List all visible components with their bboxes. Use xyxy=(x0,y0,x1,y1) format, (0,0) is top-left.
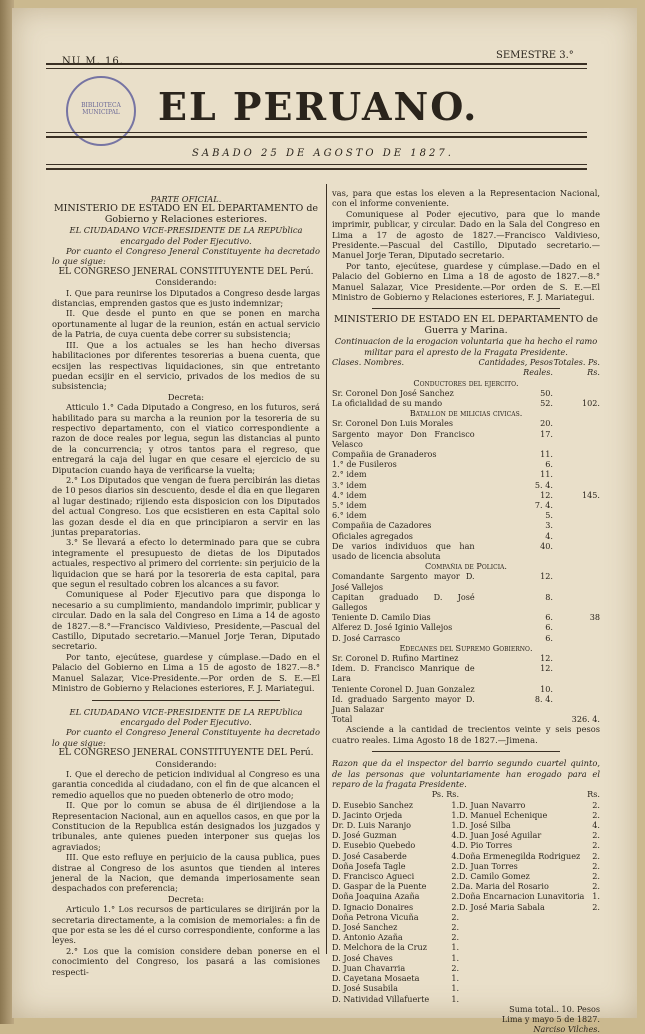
library-stamp: BIBLIOTECA MUNICIPAL xyxy=(66,76,136,146)
table-row xyxy=(332,871,600,881)
row-total xyxy=(553,541,600,561)
row-amount: 50. xyxy=(540,387,553,398)
paragraph: MINISTERIO DE ESTADO EN EL DEPARTAMENTO de Guerra y Marina. xyxy=(333,314,599,336)
paragraph: Por tanto, ejecútese, guardese y cúmplase.—Dado en el Palacio del Gobierno en Lima a 15 de agosto de 1827.—8.° Manuel Salazar, Vice-Presidente.—Por orden de S. E.—El Ministro de Gobierno y Relaciones esteriores, F. J. Mariategui. xyxy=(52,651,320,694)
row-amount: 6. xyxy=(545,622,553,633)
donor-amount: 4. xyxy=(451,850,460,861)
row-total xyxy=(553,429,600,449)
donor-amount: 1. xyxy=(451,942,460,953)
right-column-note xyxy=(332,724,600,789)
row-amount: 6. xyxy=(545,459,553,470)
donor-amount xyxy=(587,973,600,983)
donor-name: D. José Susabila xyxy=(332,983,398,994)
column-divider xyxy=(326,184,327,954)
row-name: Sr. Coronel Don Luis Morales xyxy=(332,418,454,429)
donor-name: D. Juan Navarro xyxy=(459,799,526,810)
table-row xyxy=(332,684,600,694)
row-total xyxy=(553,510,600,520)
donor-amount xyxy=(587,963,600,973)
table-row xyxy=(332,963,600,973)
donor-amount: 1. xyxy=(451,952,460,963)
paragraph: 3.° Se llevará a efecto lo determinado para que se cubra integramente el presupuesto de dietas de los Diputados actuales, respectivo al primero del corriente: sin perjuicio de la liquidacion que se hará por la tesoreria de esta capital, para que segun el resultado cobren los alcances a su favor. xyxy=(52,537,320,590)
donor-name: D. Antonio Azaña xyxy=(332,932,403,943)
row-total xyxy=(553,459,600,469)
table-row xyxy=(332,800,600,810)
row-name: 6.° idem xyxy=(332,510,367,521)
row-total xyxy=(553,571,600,591)
paragraph: Continuacion de la erogacion voluntaria que ha hecho el ramo militar para el apresto de la Fragata Presidente. xyxy=(334,336,598,357)
table-row xyxy=(332,861,600,871)
row-name: 2.° idem xyxy=(332,469,367,480)
row-amount: 8. xyxy=(545,591,553,602)
row-total xyxy=(553,520,600,530)
table-header xyxy=(332,357,600,377)
donor-amount: 1. xyxy=(451,820,460,831)
donor-amount: 2. xyxy=(592,840,600,851)
row-name: Teniente D. Camilo Dias xyxy=(332,612,431,623)
row-name: Sr. Coronel D. Rufino Martinez xyxy=(332,652,459,663)
row-total: 102. xyxy=(581,397,600,408)
row-name: Alferez D. José Iginio Vallejos xyxy=(332,622,453,633)
row-amount: 5. xyxy=(545,510,553,521)
row-name: La oficialidad de su mando xyxy=(332,397,443,408)
table-row xyxy=(332,830,600,840)
donor-name: D. Juan Chavarria xyxy=(332,962,406,973)
section-heading: Conductores del ejercito. xyxy=(413,377,519,388)
paragraph: Comuniquese al Poder Ejecutivo para que disponga lo necesario a su cumplimiento, mandandolo imprimir, publicar y circular. Dado en la sala del Congreso en Lima a 14 de agosto de 1827.—8.°—Francisco Valdivieso, Presidente,—Pascual del Castillo, Diputado secretario.—Manuel Jorje Teran, Diputado secretario. xyxy=(52,589,320,652)
table-row xyxy=(332,1014,600,1024)
donor-amount xyxy=(587,942,600,952)
table-row xyxy=(332,520,600,530)
row-name: Teniente Coronel D. Juan Gonzalez xyxy=(332,683,475,694)
row-total xyxy=(553,531,600,541)
table-row xyxy=(332,942,600,952)
row-amount: 6. xyxy=(545,612,553,623)
row-total xyxy=(553,653,600,663)
donor-name xyxy=(459,932,587,942)
row-total: 38 xyxy=(589,612,600,623)
table-row xyxy=(332,881,600,891)
row-amount: 40. xyxy=(540,540,553,551)
paragraph: Decreta: xyxy=(167,893,205,904)
newspaper-page xyxy=(12,8,637,1034)
donor-name: D. Juan Torres xyxy=(459,860,518,871)
table-row xyxy=(332,541,600,561)
table-row xyxy=(332,378,600,388)
separator xyxy=(92,700,280,701)
donor-amount: 2. xyxy=(592,850,600,861)
donor-amount xyxy=(587,983,600,993)
row-amount: 5. 4. xyxy=(534,479,553,490)
row-amount: 12. xyxy=(540,489,553,500)
donor-amount: 2. xyxy=(592,901,600,912)
donor-name: D. José Guzman xyxy=(332,830,397,841)
row-amount: 3. xyxy=(545,520,553,531)
separator xyxy=(372,308,560,309)
newspaper-title: EL PERUANO. xyxy=(158,84,479,129)
table-row xyxy=(332,820,600,830)
donor-amount: 1. xyxy=(451,809,460,820)
row-total xyxy=(553,388,600,398)
table-row xyxy=(332,851,600,861)
table-row xyxy=(332,459,600,469)
paragraph: EL CONGRESO JENERAL CONSTITUYENTE DEL Perú. xyxy=(58,266,314,277)
table-row xyxy=(332,480,600,490)
donor-amount: 4. xyxy=(451,830,460,841)
donor-amount xyxy=(587,922,600,932)
table-row xyxy=(332,500,600,510)
paragraph: Articulo 1.° Los recursos de particulares se dirijirán por la secretaria directamente, a la comision de memoriales: a fin de que por esta se les dé el curso correspondiente, conforme a las leyes. xyxy=(52,904,320,946)
table-row xyxy=(332,429,600,449)
right-column xyxy=(332,188,600,1034)
donor-name: D. Eusebio Sanchez xyxy=(332,799,414,810)
donor-amount: 4. xyxy=(451,840,460,851)
paragraph: Considerando: xyxy=(155,758,217,769)
donor-name xyxy=(459,994,587,1004)
paragraph: Asciende a la cantidad de trecientos veinte y seis pesos cuatro reales. Lima Agosto 18 de 1827.—Jimena. xyxy=(332,724,600,745)
date-rule xyxy=(46,164,587,165)
table-row xyxy=(332,418,600,428)
table-row xyxy=(332,1004,600,1014)
column-header xyxy=(459,789,587,799)
donor-name xyxy=(459,983,587,993)
row-name: Compañia de Granaderos xyxy=(332,448,437,459)
donor-amount xyxy=(587,932,600,942)
donor-name: D. Natividad Villafuerte xyxy=(332,993,430,1004)
donor-name: Doña Josefa Tagle xyxy=(332,860,406,871)
donor-name: D. Gaspar de la Puente xyxy=(332,881,427,892)
row-amount: 12. xyxy=(540,663,553,674)
paragraph: Decreta: xyxy=(167,391,205,402)
row-name: Sargento mayor Don Francisco Velasco xyxy=(332,428,475,449)
donor-name xyxy=(459,912,587,922)
table-row xyxy=(332,932,600,942)
row-amount: 6. xyxy=(545,632,553,643)
donor-amount: 2. xyxy=(451,922,460,933)
table-row xyxy=(332,714,600,724)
table-row xyxy=(332,561,600,571)
table-row xyxy=(332,953,600,963)
row-total xyxy=(553,622,600,632)
donor-name: D. Pio Torres xyxy=(459,840,513,851)
donor-name: D. José Maria Sabala xyxy=(459,901,545,912)
table-row xyxy=(332,902,600,912)
row-name: 4.° idem xyxy=(332,489,367,500)
donor-amount: 2. xyxy=(451,932,460,943)
row-total xyxy=(553,480,600,490)
table-row xyxy=(332,694,600,714)
donor-amount: 1. xyxy=(451,799,460,810)
paragraph: EL CONGRESO JENERAL CONSTITUYENTE DEL Perú. xyxy=(58,748,314,759)
donor-amount: 1. xyxy=(592,891,600,902)
row-amount: 11. xyxy=(540,448,553,459)
row-amount xyxy=(475,714,553,724)
row-amount: 11. xyxy=(540,469,553,480)
table-row xyxy=(332,810,600,820)
row-name: Compañia de Cazadores xyxy=(332,520,432,531)
donor-name xyxy=(459,953,587,963)
row-amount: 52. xyxy=(540,397,553,408)
donor-amount: 2. xyxy=(451,891,460,902)
paragraph: Por cuanto el Congreso Jeneral Constituyente ha decretado lo que sigue: xyxy=(52,727,320,748)
row-name: Comandante Sargento mayor D. José Vallejos xyxy=(332,571,475,592)
donor-name: Doña Encarnacion Lunavitoria xyxy=(459,891,585,902)
paragraph: Por cuanto el Congreso Jeneral Constituyente ha decretado lo que sigue: xyxy=(52,246,320,267)
left-column xyxy=(52,194,320,977)
table-row xyxy=(332,1024,600,1034)
closing-line: Suma total.. 10. Pesos xyxy=(509,1003,600,1014)
table-row xyxy=(332,891,600,901)
column-header: Rs. xyxy=(587,789,600,800)
donor-name: D. José Silba xyxy=(459,820,511,831)
donor-amount: 1. xyxy=(451,993,460,1004)
row-name: Sr. Coronel Don José Sanchez xyxy=(332,387,454,398)
donor-name: D. Francisco Agueci xyxy=(332,871,415,882)
date-rule-thick xyxy=(46,168,587,170)
paragraph: I. Que el derecho de peticion individual al Congreso es una garantia concedida al ciudadano, con el fin de que alcancen el remedio aquellos que no pueden obtenerlo de otro modo; xyxy=(52,768,320,800)
donor-name: Doña Joaquina Azaña xyxy=(332,891,420,902)
table-row xyxy=(332,592,600,612)
paragraph: vas, para que estas los eleven a la Representacion Nacional, con el informe conveniente. xyxy=(332,188,600,209)
table-row xyxy=(332,922,600,932)
donor-name: Doña Petrona Vicuña xyxy=(332,911,419,922)
title-rule-thick xyxy=(46,136,587,138)
paragraph: MINISTERIO DE ESTADO EN EL DEPARTAMENTO de Gobierno y Relaciones esteriores. xyxy=(53,203,319,225)
column-header: Cantidades, Pesos Reales. xyxy=(478,357,553,378)
row-total xyxy=(553,694,600,714)
donor-name: D. Juan José Aguilar xyxy=(459,830,542,841)
donor-name: D. Melchora de la Cruz xyxy=(332,942,427,953)
donor-name: D. José Casaberde xyxy=(332,850,407,861)
table-row xyxy=(332,622,600,632)
donor-name: D. Cayetana Mosaeta xyxy=(332,973,420,984)
table-row xyxy=(332,840,600,850)
paragraph: II. Que por lo comun se abusa de él dirijiendose a la Representacion Nacional, aun en aquellos casos, en que por la Constitucion de la Republica están designados los juzgados y tribunales, ante quienes pueden interponer sus quejas los agraviados; xyxy=(52,800,320,852)
donor-name: Dr. D. Luis Naranjo xyxy=(332,820,412,831)
row-amount: 4. xyxy=(545,530,553,541)
table-row xyxy=(332,973,600,983)
row-name: 5.° idem xyxy=(332,499,367,510)
right-column-text xyxy=(332,188,600,357)
row-total xyxy=(553,592,600,612)
row-name: Oficiales agregados xyxy=(332,530,413,541)
section-heading: Batallon de milicias civicas. xyxy=(409,408,523,419)
column-header: Ps. Rs. xyxy=(431,789,460,800)
donor-name xyxy=(459,922,587,932)
donor-name: D. Camilo Gomez xyxy=(459,871,530,882)
donor-table xyxy=(332,789,600,1034)
donor-name: D. Ignacio Donaires xyxy=(332,901,414,912)
donor-name xyxy=(459,963,587,973)
donor-amount: 2. xyxy=(592,881,600,892)
table-row xyxy=(332,612,600,622)
column-header: Clases. Nombres. xyxy=(332,357,405,368)
table-row xyxy=(332,531,600,541)
donor-name: Doña Ermenegilda Rodriguez xyxy=(459,850,581,861)
donor-amount: 2. xyxy=(451,911,460,922)
table-row xyxy=(332,408,600,418)
row-total xyxy=(553,500,600,510)
table-row xyxy=(332,663,600,683)
table-row xyxy=(332,388,600,398)
paragraph: EL CIUDADANO VICE-PRESIDENTE DE LA REPUblica encargado del Poder Ejecutivo. xyxy=(69,706,303,727)
closing-line: Lima y mayo 5 de 1827. xyxy=(501,1013,600,1024)
section-heading: Edecanes del Supremo Gobierno. xyxy=(399,642,533,653)
row-name: 3.° idem xyxy=(332,479,367,490)
top-rule-thin xyxy=(46,68,587,69)
row-total: 145. xyxy=(581,489,600,500)
row-name: Idem. D. Francisco Manrique de Lara xyxy=(332,663,475,684)
table-row xyxy=(332,983,600,993)
donor-amount: 2. xyxy=(451,901,460,912)
donor-amount: 2. xyxy=(592,871,600,882)
title-rule xyxy=(46,132,587,133)
table-row xyxy=(332,449,600,459)
donor-amount: 2. xyxy=(451,962,460,973)
donor-amount xyxy=(587,912,600,922)
paragraph: Razon que da el inspector del barrio segundo cuartel quinto, de las personas que voluntariamente han erogado para el reparo de la fragata Presidente. xyxy=(332,758,600,790)
donor-name: D. Manuel Echenique xyxy=(459,809,548,820)
paragraph: II. Que desde el punto en que se ponen en marcha oportunamente al lugar de la reunion, están en actual servicio de la Patria, de cuya cuenta debe correr su subsistencia; xyxy=(52,308,320,340)
row-amount: 17. xyxy=(540,428,553,439)
table-row xyxy=(332,912,600,922)
row-name: Capitan graduado D. José Gallegos xyxy=(332,591,475,612)
section-heading: Compañia de Policia. xyxy=(425,561,507,572)
donor-name: D. Jacinto Orjeda xyxy=(332,809,403,820)
donor-amount: 2. xyxy=(592,860,600,871)
paragraph: 2.° Los que la comision considere deban ponerse en el conocimiento del Congreso, los pasará a las comisiones respecti- xyxy=(52,945,320,977)
column-header: Totales. Ps. Rs. xyxy=(553,357,600,378)
row-total xyxy=(553,418,600,428)
row-name: Total xyxy=(332,714,353,725)
row-amount: 10. xyxy=(540,683,553,694)
donor-amount: 2. xyxy=(451,860,460,871)
row-total: 326. 4. xyxy=(571,714,600,725)
row-total xyxy=(553,469,600,479)
donor-amount xyxy=(587,953,600,963)
table-row xyxy=(332,643,600,653)
table-row xyxy=(332,469,600,479)
issue-number: NU M. 16. xyxy=(62,56,124,67)
row-total xyxy=(553,633,600,643)
donor-amount: 2. xyxy=(592,809,600,820)
paragraph: I. Que para reunirse los Diputados a Congreso desde largas distancias, emprenden gastos que es justo indemnizar; xyxy=(52,287,320,309)
donor-name: D. José Sanchez xyxy=(332,922,398,933)
table-row xyxy=(332,490,600,500)
table-row xyxy=(332,571,600,591)
paragraph: EL CIUDADANO VICE-PRESIDENTE DE LA REPUblica encargado del Poder Ejecutivo. xyxy=(69,225,303,246)
paragraph: PARTE OFICIAL. xyxy=(150,194,222,204)
paragraph: III. Que a los actuales se les han hecho diversas habilitaciones por diferentes tesorerias a buena cuenta, que ecsijen las respectivas liquidaciones, sin que entretanto puedan ecsijir en el servicio, privados de los medios de su subsistencia; xyxy=(52,339,320,392)
donor-name xyxy=(459,942,587,952)
table-row xyxy=(332,994,600,1004)
donor-amount: 2. xyxy=(451,871,460,882)
donor-amount: 4. xyxy=(592,820,600,831)
semester-label: SEMESTRE 3.° xyxy=(496,50,574,61)
row-name: 1.° de Fusileros xyxy=(332,459,397,470)
issue-date: SABADO 25 DE AGOSTO DE 1827. xyxy=(192,148,454,159)
top-rule xyxy=(46,63,587,65)
row-amount: 12. xyxy=(540,571,553,582)
donor-amount: 2. xyxy=(451,881,460,892)
donor-amount: 1. xyxy=(451,983,460,994)
table-row xyxy=(332,653,600,663)
paragraph: Considerando: xyxy=(155,277,217,288)
donor-name: D. José Chaves xyxy=(332,952,393,963)
donor-name: D. Eusebio Quebedo xyxy=(332,840,416,851)
separator xyxy=(372,751,560,752)
contribution-table xyxy=(332,357,600,724)
row-name: De varios individuos que han usado de licencia absoluta xyxy=(332,540,475,561)
table-row xyxy=(332,633,600,643)
row-name: Id. graduado Sargento mayor D. Juan Salazar xyxy=(332,693,475,714)
donor-amount: 1. xyxy=(451,973,460,984)
paragraph: Por tanto, ejecútese, guardese y cúmplase.—Dado en el Palacio del Gobierno en Lima a 18 de agosto de 1827.—8.° Manuel Salazar, Vice Presidente.—Por orden de S. E.—El Ministro de Gobierno y Relaciones esteriores, F. J. Mariategui. xyxy=(332,260,600,303)
donor-name: Da. Maria del Rosario xyxy=(459,881,549,892)
table-row xyxy=(332,510,600,520)
row-amount: 7. 4. xyxy=(534,499,553,510)
donor-name xyxy=(459,973,587,983)
paragraph: 2.° Los Diputados que vengan de fuera percibirán las dietas de 10 pesos diarios sin descuento, desde el dia en que llegaren al lugar destinado; rijiendo esta disposicion con los Diputados del actual Congreso. Los que ecsistieren en esta Capital solo las gozan desde el dia en que principiaron a servir en las juntas preparatorias. xyxy=(52,474,320,537)
paragraph: Atticulo 1.° Cada Diputado a Congreso, en los futuros, será habilitado para su marcha a la reunion por la tesoreria de su respectivo departamento, con el viatico correspondiente a razon de doce reales por legua, segun las distancias al punto de la concurrencia; y otros tantos para el regreso, que entregará la caja del lugar en que cesare el ejercicio de su Diputacion cuando haya de verificarse la vuelta; xyxy=(52,402,320,475)
paragraph: III. Que esto refluye en perjuicio de la causa publica, pues distrae al Congreso de los asuntos que tienden al interes jeneral de la Nacion, que demanda imperiosamente sean despachados con preferencia; xyxy=(52,852,320,894)
row-total xyxy=(553,449,600,459)
donor-amount xyxy=(587,994,600,1004)
row-total xyxy=(553,684,600,694)
closing-line: Narciso Vilches. xyxy=(533,1024,600,1034)
donor-amount: 2. xyxy=(592,799,600,810)
row-amount: 12. xyxy=(540,652,553,663)
donor-amount: 2. xyxy=(592,830,600,841)
column-header xyxy=(332,789,431,799)
row-name: D. José Carrasco xyxy=(332,632,401,643)
row-total xyxy=(553,663,600,683)
table-header xyxy=(332,789,600,799)
row-amount: 8. 4. xyxy=(534,693,553,704)
table-row xyxy=(332,398,600,408)
paragraph: Comuniquese al Poder ejecutivo, para que lo mande imprimir, publicar, y circular. Dado en la Sala del Congreso en Lima a 17 de agosto de 1827.—Francisco Valdivieso, Presidente.—Pascual del Castillo, Diputado secretario.—Manuel Jorje Teran, Diputado secretario. xyxy=(332,208,600,261)
row-amount: 20. xyxy=(540,418,553,429)
